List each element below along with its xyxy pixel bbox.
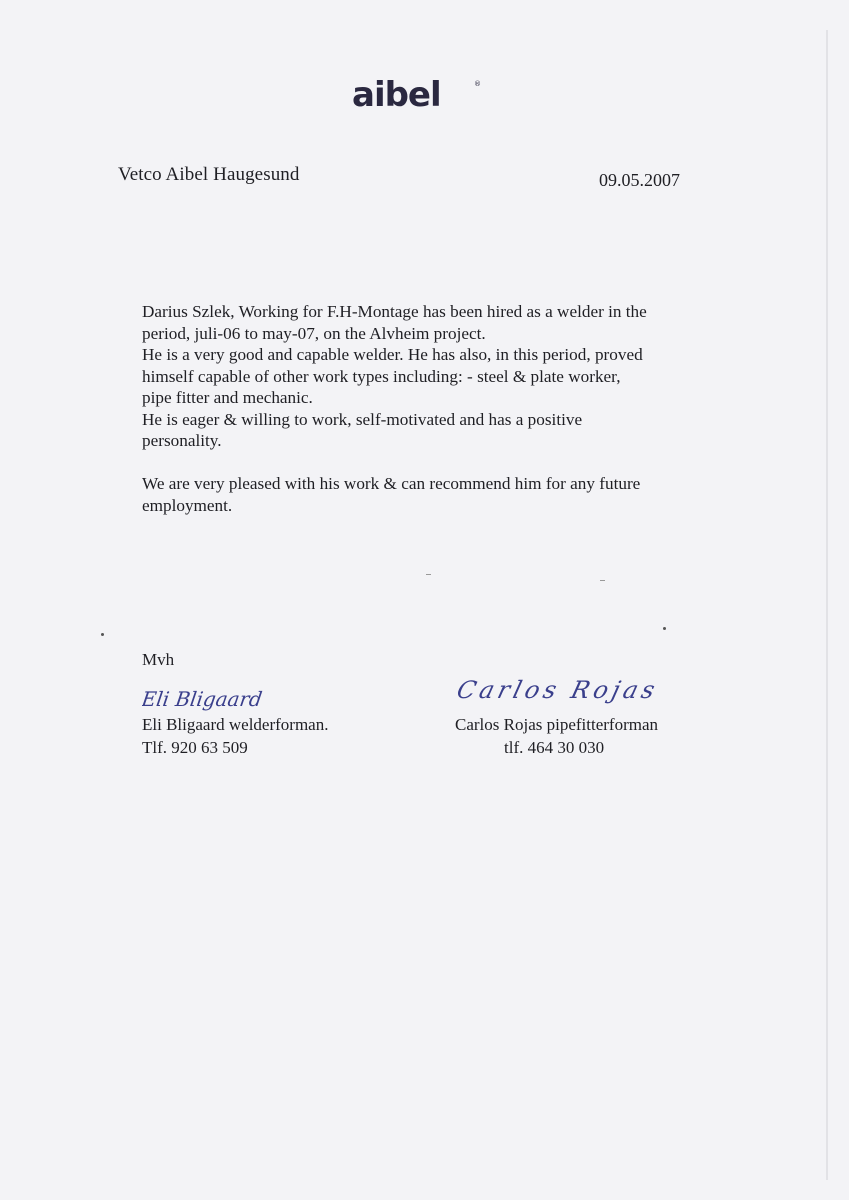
body-line: He is eager & willing to work, self-motivated and has a positive [142, 409, 583, 429]
signer-left-phone: Tlf. 920 63 509 [142, 738, 248, 757]
body-line: He is a very good and capable welder. He has also, in this period, proved [142, 345, 643, 364]
signature-left [142, 684, 312, 714]
letter-body [142, 301, 722, 516]
body-line: Darius Szlek, Working for F.H-Montage has been hired as a welder in the [142, 302, 647, 321]
body-line: himself capable of other work types including: - steel & plate worker, [142, 366, 621, 386]
body-line: personality. [142, 431, 222, 450]
body-paragraph [142, 301, 722, 452]
signature-left-text: Eli Bligaard [142, 687, 264, 711]
signer-left-block [142, 713, 328, 759]
body-line: employment. [142, 495, 233, 515]
company-logo [352, 76, 482, 116]
logo-registered-mark: ® [474, 80, 481, 88]
aibel-logo-icon [352, 76, 482, 116]
handwritten-signature-icon [455, 668, 685, 708]
sender-address: Vetco Aibel Haugesund [118, 164, 300, 185]
scan-speck [101, 633, 104, 636]
logo-text: aibel [352, 76, 441, 115]
scan-speck [426, 574, 431, 575]
signature-right-text: Carlos Rojas [455, 675, 662, 704]
scan-edge-line [826, 30, 828, 1180]
scan-speck [600, 580, 605, 581]
signer-right-phone: tlf. 464 30 030 [504, 738, 605, 757]
closing-salutation: Mvh [142, 650, 175, 669]
body-line: pipe fitter and mechanic. [142, 388, 313, 407]
signer-right-name: Carlos Rojas pipefitterforman [455, 715, 659, 734]
signature-right [455, 668, 685, 708]
handwritten-signature-icon [142, 684, 312, 714]
scan-speck [663, 627, 666, 630]
body-line: We are very pleased with his work & can recommend him for any future [142, 474, 641, 493]
signer-left-name: Eli Bligaard welderforman. [142, 715, 329, 734]
body-paragraph [142, 473, 722, 516]
signer-right-block [455, 713, 658, 759]
body-line: period, juli-06 to may-07, on the Alvheim project. [142, 323, 486, 343]
letter-date: 09.05.2007 [599, 170, 680, 190]
